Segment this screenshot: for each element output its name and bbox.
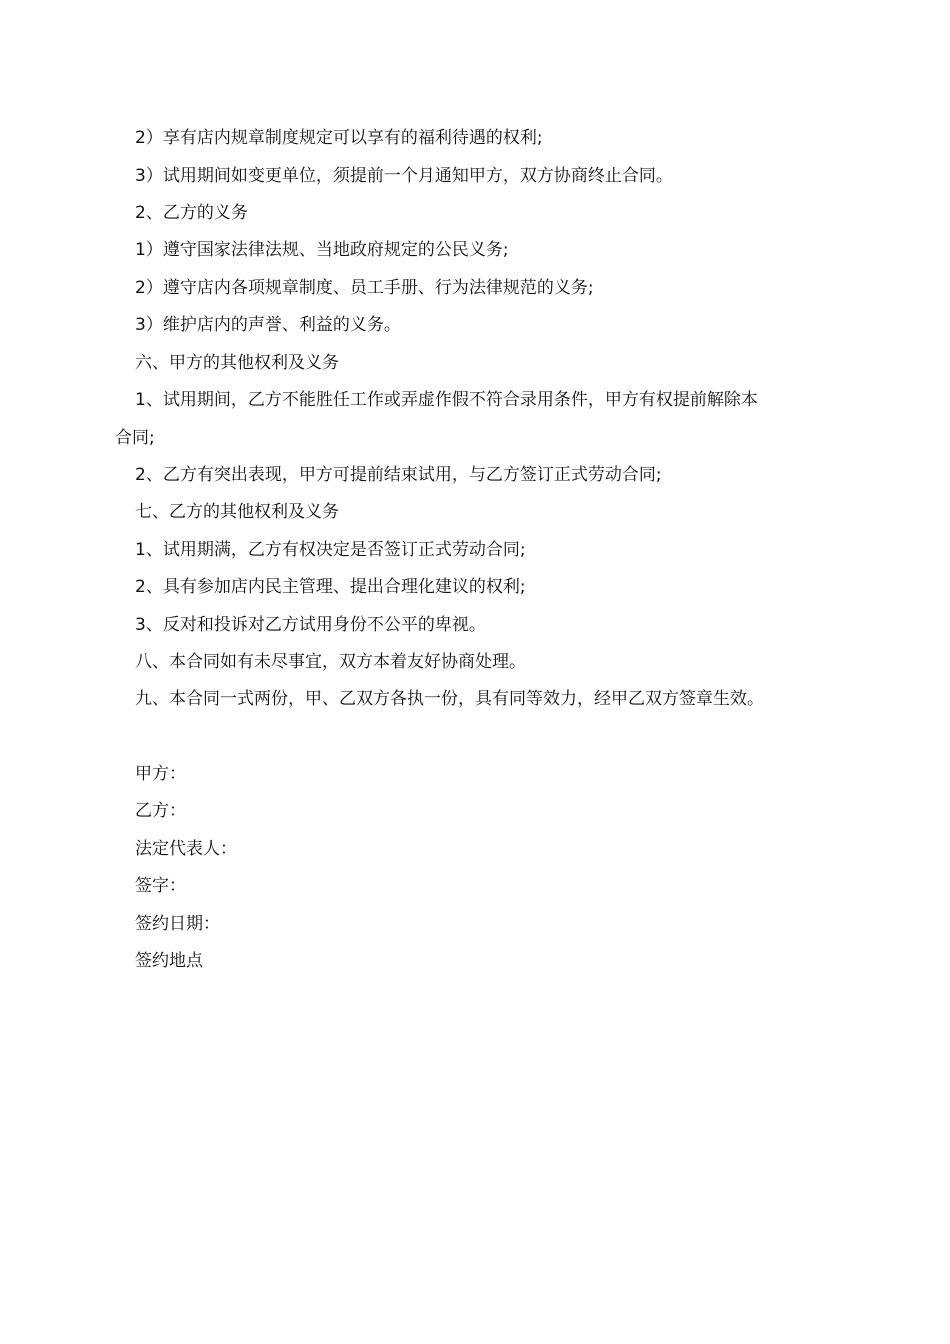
section-heading: 七、乙方的其他权利及义务: [135, 502, 339, 522]
clause-line: 3）试用期间如变更单位，须提前一个月通知甲方，双方协商终止合同。: [135, 166, 673, 186]
section-heading: 八、本合同如有未尽事宜，双方本着友好协商处理。: [135, 652, 526, 672]
section-heading: 2、乙方的义务: [135, 203, 248, 223]
clause-line: 2、乙方有突出表现，甲方可提前结束试用，与乙方签订正式劳动合同;: [135, 465, 662, 485]
party-b-label: 乙方：: [135, 801, 186, 821]
clause-line: 2、具有参加店内民主管理、提出合理化建议的权利;: [135, 577, 526, 597]
clause-line: 1）遵守国家法律法规、当地政府规定的公民义务;: [135, 240, 509, 260]
clause-line: 2）享有店内规章制度规定可以享有的福利待遇的权利;: [135, 128, 543, 148]
clause-line: 1、试用期满，乙方有权决定是否签订正式劳动合同;: [135, 540, 526, 560]
legal-rep-label: 法定代表人：: [135, 839, 237, 859]
clause-line: 3）维护店内的声誉、利益的义务。: [135, 315, 401, 335]
clause-line: 1、试用期间，乙方不能胜任工作或弄虚作假不符合录用条件，甲方有权提前解除本: [135, 390, 758, 410]
clause-line: 2）遵守店内各项规章制度、员工手册、行为法律规范的义务;: [135, 278, 594, 298]
section-heading: 六、甲方的其他权利及义务: [135, 353, 339, 373]
clause-line-continuation: 合同;: [115, 428, 155, 448]
clause-line: 3、反对和投诉对乙方试用身份不公平的卑视。: [135, 615, 486, 635]
signature-label: 签字：: [135, 876, 186, 896]
sign-date-label: 签约日期：: [135, 914, 220, 934]
sign-place-label: 签约地点: [135, 951, 203, 971]
section-heading: 九、本合同一式两份，甲、乙双方各执一份，具有同等效力，经甲乙双方签章生效。: [135, 689, 764, 709]
party-a-label: 甲方：: [135, 764, 186, 784]
